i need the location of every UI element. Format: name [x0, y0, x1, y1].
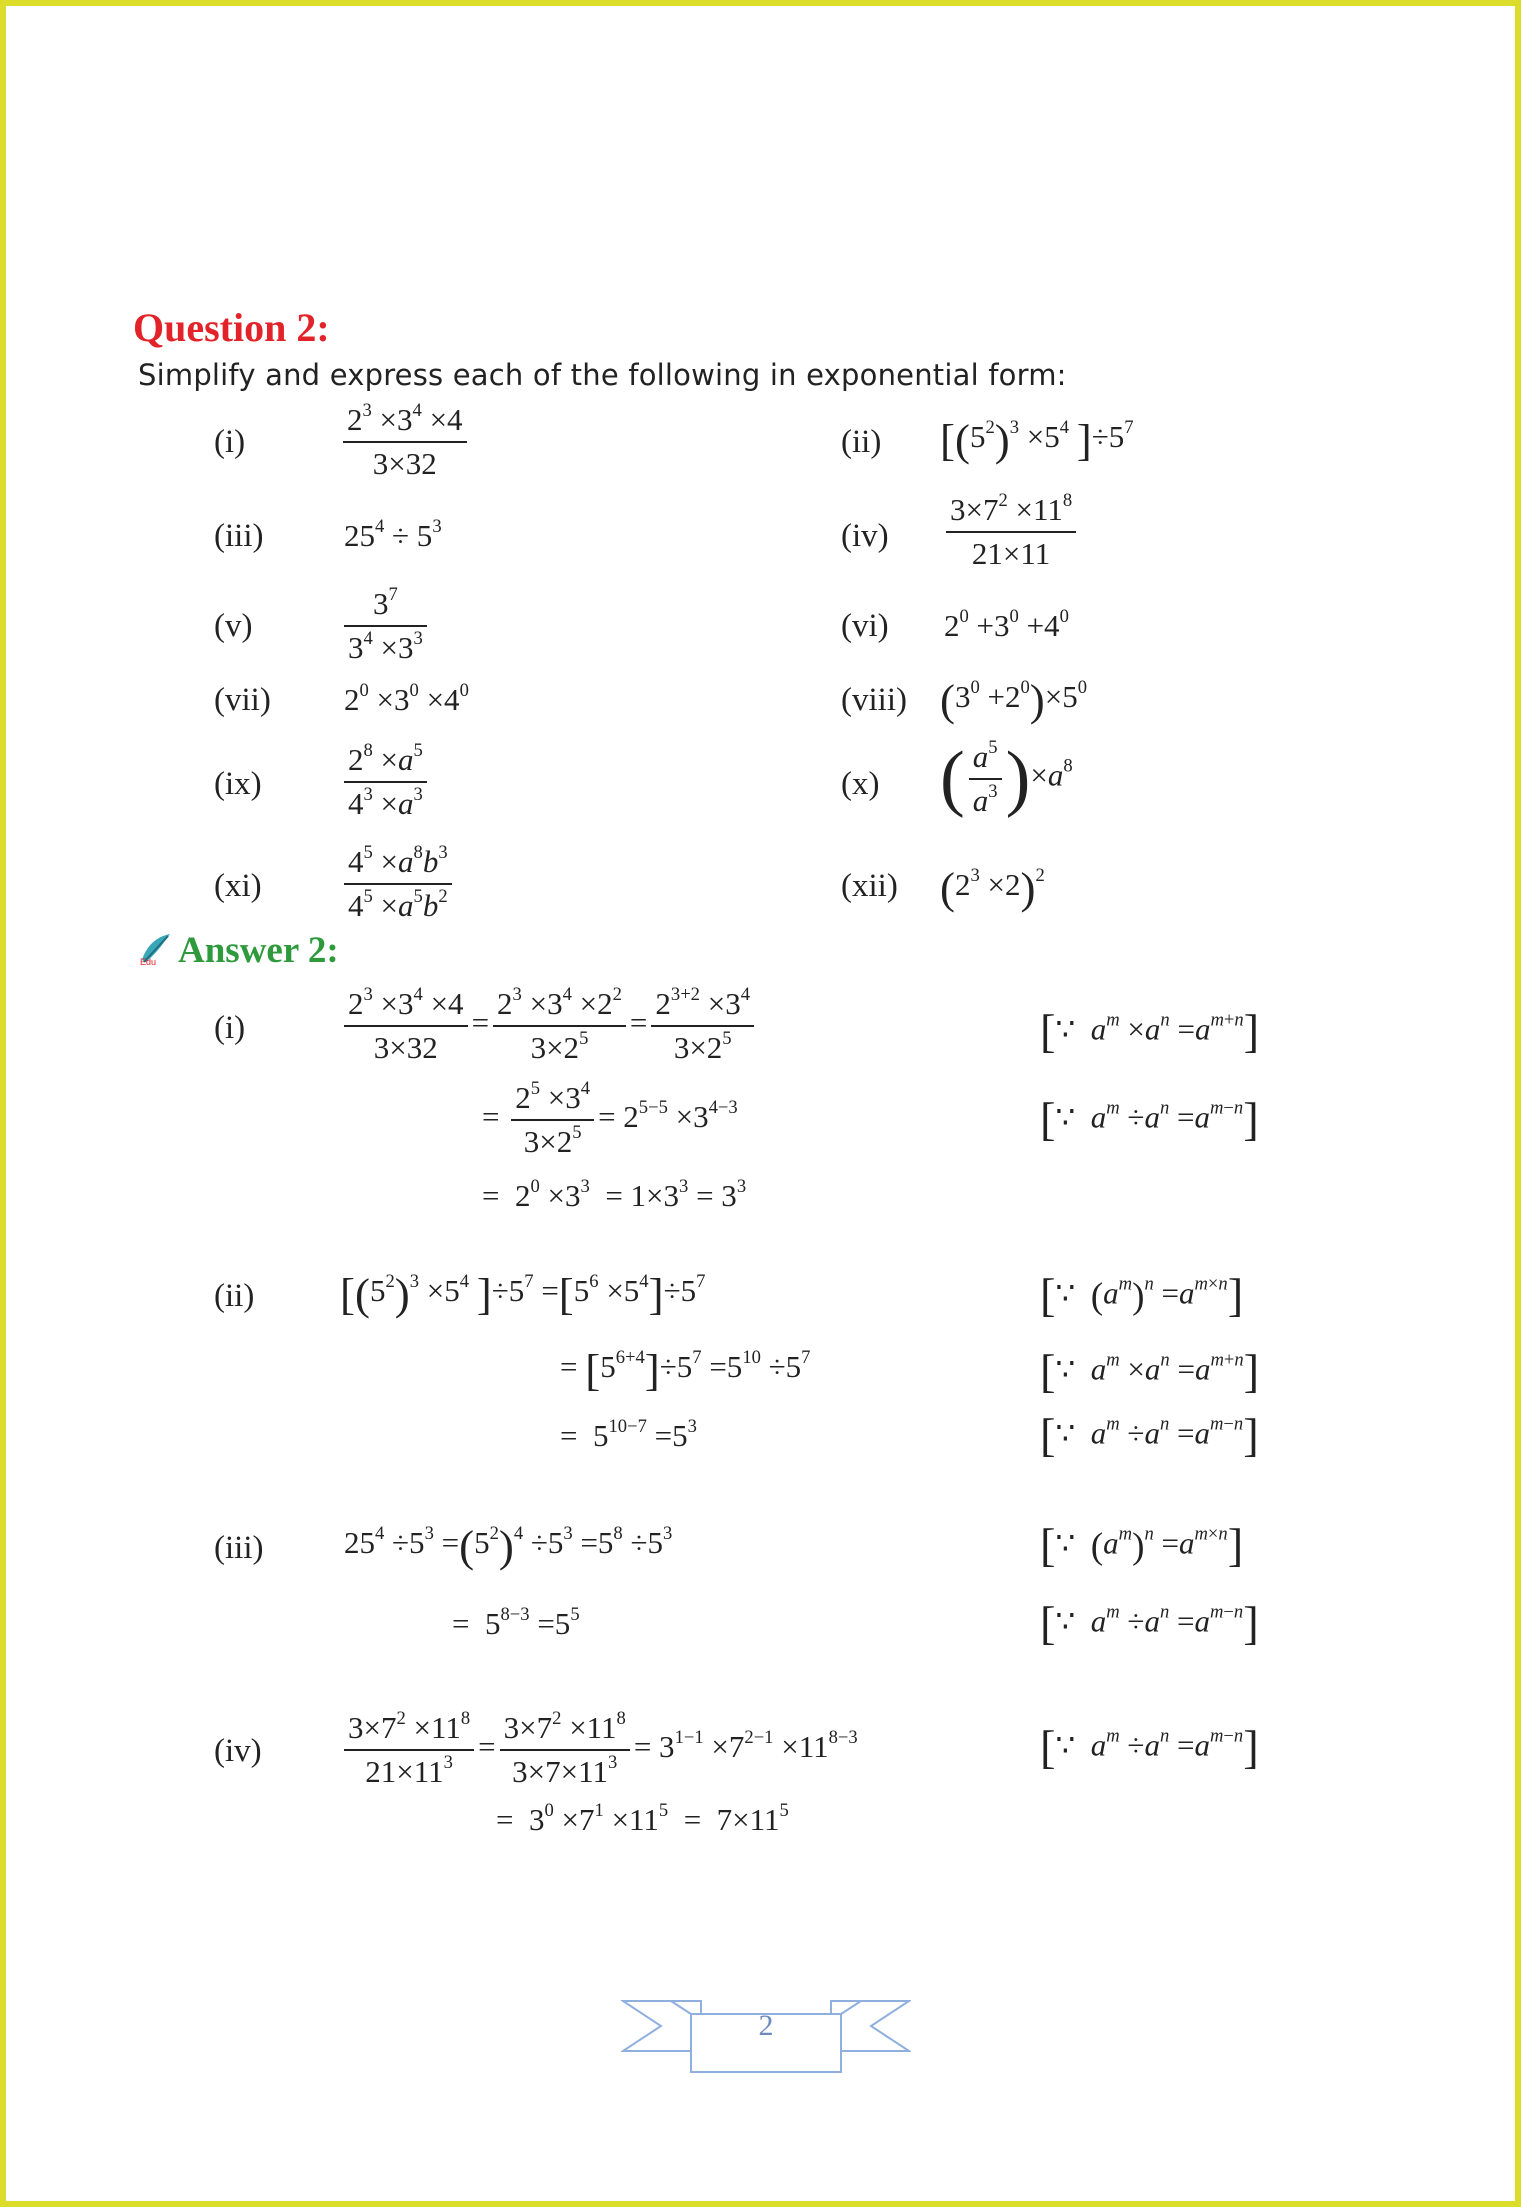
question-expression-xi: $\frac{4^5 \times a^8b^3}{4^5 \times a^5b^2}$: [340, 844, 456, 924]
answer-iii-step-2: = $5^{8-3} =5^5$: [452, 1604, 580, 1641]
law-quotient-rule: [∵ $a^m \div a^n =a^{m-n}$]: [1040, 1411, 1259, 1462]
question-expression-ix: $\frac{2^8 \times a^5}{4^3 \times a^3}$: [340, 742, 431, 822]
answer-pen-icon: [138, 932, 174, 966]
answer-title: Answer 2:: [178, 930, 339, 971]
question-label-x: (x): [841, 766, 880, 802]
question-expression-x: ( $\frac{a^5}{a^3}$ )$\times a^8$: [940, 736, 1073, 819]
answer-i-step-2: = $\frac{2^5 \times 3^4}{3\times 2^5}$ = $2^{5-5} \times 3^{4-3}$: [482, 1078, 738, 1159]
question-expression-i: $\frac{2^3 \times 3^4 \times 4}{3\times 32}$: [339, 402, 471, 482]
question-expression-viii: $(3^0 +2^0)\times 5^0$: [940, 675, 1088, 725]
answer-i-step-1: $\frac{2^3 \times 3^4 \times 4}{3\times 32}$ = $\frac{2^3 \times 3^4 \times 2^2}{3\times 2^5}$ = $\frac{2^{3+2} \times 3^4}{3\times 2^5}$: [340, 986, 758, 1066]
law-power-rule: [∵ $(a^m)^n =a^{m\times n}$]: [1040, 1521, 1244, 1572]
page-number: 2: [758, 2009, 774, 2042]
answer-label-ii: (ii): [214, 1278, 255, 1314]
law-product-rule: [∵ $a^m \times a^n =a^{m+n}$]: [1040, 1347, 1260, 1398]
law-quotient-rule: [∵ $a^m \div a^n =a^{m-n}$]: [1040, 1723, 1259, 1774]
answer-ii-step-3: = $5^{10-7} =5^3$: [560, 1416, 697, 1453]
question-label-v: (v): [214, 608, 253, 644]
question-label-xi: (xi): [214, 868, 262, 904]
answer-label-i: (i): [214, 1010, 246, 1046]
question-title: Question 2:: [133, 305, 330, 350]
question-label-ii: (ii): [841, 424, 882, 460]
question-expression-iii: $25^4 \div 5^3$: [344, 516, 442, 553]
question-label-vii: (vii): [214, 682, 271, 718]
question-instruction: Simplify and express each of the following in exponential form:: [138, 358, 1067, 392]
law-quotient-rule: [∵ $a^m \div a^n =a^{m-n}$]: [1040, 1095, 1259, 1146]
svg-text:Edu: Edu: [140, 957, 157, 966]
question-label-xii: (xii): [841, 868, 898, 904]
question-label-iii: (iii): [214, 518, 264, 554]
question-expression-ii: [$(5^2)^3 \times 5^4$ ]$\div 5^7$: [940, 415, 1134, 465]
question-label-iv: (iv): [841, 518, 889, 554]
law-product-rule: [∵ $a^m \times a^n =a^{m+n}$]: [1040, 1007, 1260, 1058]
answer-iii-step-1: $25^4 \div 5^3 =(5^2)^4 \div 5^3 =5^8 \div 5^3$: [344, 1521, 673, 1571]
question-label-i: (i): [214, 424, 246, 460]
question-expression-v: $\frac{3^7}{3^4 \times 3^3}$: [340, 586, 431, 666]
question-expression-iv: $\frac{3\times 7^2 \times 11^8}{21\times 11}$: [942, 492, 1080, 572]
answer-iv-step-2: = $3^0 \times 7^1 \times 11^5 = 7\times 11^5$: [496, 1800, 789, 1837]
question-label-ix: (ix): [214, 766, 262, 802]
answer-ii-step-1: [$(5^2)^3 \times 5^4$ ]$\div 5^7 =[5^6 \times 5^4]\div 5^7$: [340, 1269, 706, 1319]
answer-ii-step-2: = $[5^{6+4}]\div 5^7 =5^{10} \div 5^7$: [560, 1345, 811, 1395]
question-expression-vii: $2^0 \times 3^0 \times 4^0$: [344, 680, 469, 717]
law-quotient-rule: [∵ $a^m \div a^n =a^{m-n}$]: [1040, 1599, 1259, 1650]
question-label-vi: (vi): [841, 608, 889, 644]
page-number-ribbon: [621, 1996, 911, 2076]
answer-label-iii: (iii): [214, 1530, 264, 1566]
answer-label-iv: (iv): [214, 1733, 262, 1769]
answer-iv-step-1: $\frac{3\times 7^2 \times 11^8}{21\times 11^3}$ = $\frac{3\times 7^2 \times 11^8}{3\times 7\times 11^3}$ = $3^{1-1} \times 7^{2-1} \times 11^{8-3}$: [340, 1710, 858, 1790]
question-expression-xii: $(2^3 \times 2)^2$: [940, 863, 1045, 913]
answer-i-step-3: = $2^0 \times 3^3 = 1\times 3^3 = 3^3$: [482, 1176, 747, 1213]
question-label-viii: (viii): [841, 682, 907, 718]
question-expression-vi: $2^0 +3^0 +4^0$: [944, 606, 1069, 643]
law-power-rule: [∵ $(a^m)^n =a^{m\times n}$]: [1040, 1271, 1244, 1322]
